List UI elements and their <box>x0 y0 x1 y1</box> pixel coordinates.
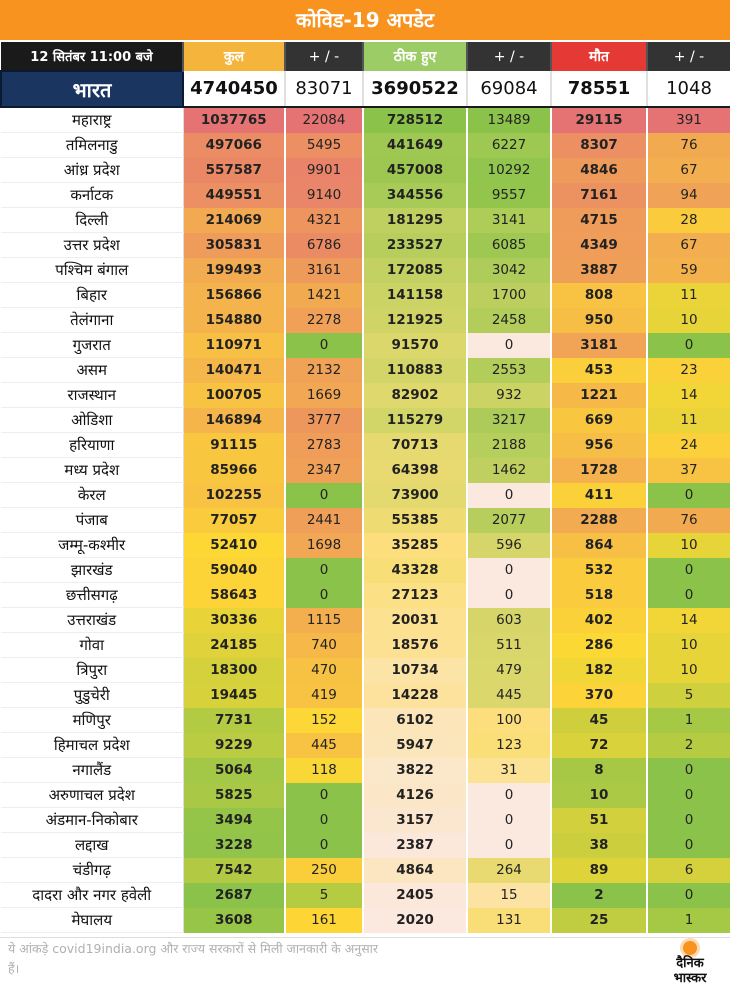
cell-recovered: 121925 <box>363 308 467 333</box>
cell-total: 140471 <box>183 358 285 383</box>
cell-deaths-delta: 10 <box>647 533 730 558</box>
table-row <box>1 583 730 608</box>
cell-total: 91115 <box>183 433 285 458</box>
cell-deaths: 2288 <box>551 508 647 533</box>
table-row <box>1 208 730 233</box>
national-recovered: 3690522 <box>363 71 467 107</box>
cell-deaths-delta: 10 <box>647 308 730 333</box>
cell-recovered-delta: 15 <box>467 883 551 908</box>
cell-deaths-delta: 0 <box>647 483 730 508</box>
cell-recovered: 20031 <box>363 608 467 633</box>
national-deaths: 78551 <box>551 71 647 107</box>
cell-total: 214069 <box>183 208 285 233</box>
cell-deaths-delta: 1 <box>647 908 730 933</box>
cell-total: 9229 <box>183 733 285 758</box>
header-recovered: ठीक हुए <box>363 42 467 71</box>
cell-recovered-delta: 0 <box>467 783 551 808</box>
cell-total: 18300 <box>183 658 285 683</box>
cell-total-delta: 9140 <box>285 183 363 208</box>
cell-deaths-delta: 11 <box>647 283 730 308</box>
cell-deaths: 45 <box>551 708 647 733</box>
table-row <box>1 107 730 133</box>
state-name: कर्नाटक <box>1 183 183 208</box>
cell-total: 19445 <box>183 683 285 708</box>
cell-recovered: 64398 <box>363 458 467 483</box>
cell-total-delta: 6786 <box>285 233 363 258</box>
state-name: बिहार <box>1 283 183 308</box>
cell-total-delta: 470 <box>285 658 363 683</box>
cell-recovered-delta: 31 <box>467 758 551 783</box>
cell-recovered-delta: 0 <box>467 833 551 858</box>
cell-total: 100705 <box>183 383 285 408</box>
table-row <box>1 783 730 808</box>
logo-line-1: दैनिक <box>676 956 704 971</box>
cell-total: 3608 <box>183 908 285 933</box>
state-name: असम <box>1 358 183 383</box>
cell-deaths-delta: 5 <box>647 683 730 708</box>
dainik-bhaskar-logo <box>658 941 722 1003</box>
national-deaths-delta: 1048 <box>647 71 730 107</box>
state-name: झारखंड <box>1 558 183 583</box>
header-deaths: मौत <box>551 42 647 71</box>
table-row <box>1 433 730 458</box>
cell-total-delta: 1115 <box>285 608 363 633</box>
table-row <box>1 708 730 733</box>
cell-recovered-delta: 445 <box>467 683 551 708</box>
cell-total: 30336 <box>183 608 285 633</box>
cell-total-delta: 419 <box>285 683 363 708</box>
table-row <box>1 458 730 483</box>
cell-recovered: 457008 <box>363 158 467 183</box>
cell-deaths: 1728 <box>551 458 647 483</box>
cell-deaths: 29115 <box>551 107 647 133</box>
cell-total-delta: 0 <box>285 583 363 608</box>
cell-recovered: 172085 <box>363 258 467 283</box>
cell-deaths-delta: 24 <box>647 433 730 458</box>
state-name: मध्य प्रदेश <box>1 458 183 483</box>
cell-deaths: 3181 <box>551 333 647 358</box>
page-title: कोविड-19 अपडेट <box>0 0 730 42</box>
table-row <box>1 883 730 908</box>
state-name: तेलंगाना <box>1 308 183 333</box>
state-name: केरल <box>1 483 183 508</box>
cell-total: 199493 <box>183 258 285 283</box>
cell-deaths-delta: 0 <box>647 833 730 858</box>
cell-recovered: 70713 <box>363 433 467 458</box>
state-name: अंडमान-निकोबार <box>1 808 183 833</box>
state-name: त्रिपुरा <box>1 658 183 683</box>
table-row <box>1 633 730 658</box>
cell-recovered: 3157 <box>363 808 467 833</box>
cell-total-delta: 250 <box>285 858 363 883</box>
table-row <box>1 133 730 158</box>
cell-deaths: 2 <box>551 883 647 908</box>
state-name: छत्तीसगढ़ <box>1 583 183 608</box>
covid-table <box>0 42 730 933</box>
cell-total-delta: 22084 <box>285 107 363 133</box>
cell-recovered-delta: 100 <box>467 708 551 733</box>
state-name: नगालैंड <box>1 758 183 783</box>
cell-total: 58643 <box>183 583 285 608</box>
cell-recovered: 141158 <box>363 283 467 308</box>
cell-deaths: 8 <box>551 758 647 783</box>
cell-total-delta: 0 <box>285 558 363 583</box>
cell-total: 77057 <box>183 508 285 533</box>
cell-total-delta: 0 <box>285 833 363 858</box>
cell-total: 7731 <box>183 708 285 733</box>
cell-recovered-delta: 9557 <box>467 183 551 208</box>
state-name: दिल्ली <box>1 208 183 233</box>
table-row <box>1 808 730 833</box>
cell-deaths-delta: 67 <box>647 233 730 258</box>
cell-deaths: 286 <box>551 633 647 658</box>
cell-recovered: 73900 <box>363 483 467 508</box>
cell-deaths: 411 <box>551 483 647 508</box>
cell-deaths: 4349 <box>551 233 647 258</box>
state-name: राजस्थान <box>1 383 183 408</box>
state-name: ओडिशा <box>1 408 183 433</box>
cell-total-delta: 2441 <box>285 508 363 533</box>
cell-recovered: 2405 <box>363 883 467 908</box>
table-row <box>1 158 730 183</box>
cell-deaths: 89 <box>551 858 647 883</box>
cell-total-delta: 9901 <box>285 158 363 183</box>
header-deaths-delta: + / - <box>647 42 730 71</box>
cell-recovered-delta: 3217 <box>467 408 551 433</box>
cell-total-delta: 1421 <box>285 283 363 308</box>
cell-total-delta: 445 <box>285 733 363 758</box>
cell-recovered: 344556 <box>363 183 467 208</box>
cell-recovered: 6102 <box>363 708 467 733</box>
state-name: चंडीगढ़ <box>1 858 183 883</box>
cell-recovered-delta: 0 <box>467 558 551 583</box>
cell-deaths: 956 <box>551 433 647 458</box>
state-name: पश्चिम बंगाल <box>1 258 183 283</box>
state-name: जम्मू-कश्मीर <box>1 533 183 558</box>
state-name: मेघालय <box>1 908 183 933</box>
cell-deaths: 864 <box>551 533 647 558</box>
national-total-delta: 83071 <box>285 71 363 107</box>
cell-deaths-delta: 67 <box>647 158 730 183</box>
cell-total: 24185 <box>183 633 285 658</box>
cell-recovered: 55385 <box>363 508 467 533</box>
table-row <box>1 558 730 583</box>
cell-recovered: 18576 <box>363 633 467 658</box>
cell-deaths: 25 <box>551 908 647 933</box>
cell-recovered: 181295 <box>363 208 467 233</box>
cell-total-delta: 161 <box>285 908 363 933</box>
cell-deaths-delta: 0 <box>647 808 730 833</box>
table-row <box>1 908 730 933</box>
cell-deaths-delta: 76 <box>647 133 730 158</box>
cell-deaths-delta: 2 <box>647 733 730 758</box>
cell-deaths: 518 <box>551 583 647 608</box>
state-name: आंध्र प्रदेश <box>1 158 183 183</box>
cell-deaths: 7161 <box>551 183 647 208</box>
cell-recovered-delta: 596 <box>467 533 551 558</box>
cell-recovered-delta: 264 <box>467 858 551 883</box>
header-recovered-delta: + / - <box>467 42 551 71</box>
cell-recovered: 2387 <box>363 833 467 858</box>
cell-total: 305831 <box>183 233 285 258</box>
cell-recovered-delta: 2458 <box>467 308 551 333</box>
header-total-delta: + / - <box>285 42 363 71</box>
state-name: हिमाचल प्रदेश <box>1 733 183 758</box>
cell-deaths: 453 <box>551 358 647 383</box>
table-row <box>1 733 730 758</box>
cell-deaths: 10 <box>551 783 647 808</box>
cell-recovered-delta: 3141 <box>467 208 551 233</box>
cell-recovered: 27123 <box>363 583 467 608</box>
state-name: पंजाब <box>1 508 183 533</box>
state-name: हरियाणा <box>1 433 183 458</box>
cell-recovered-delta: 603 <box>467 608 551 633</box>
cell-deaths: 3887 <box>551 258 647 283</box>
cell-deaths-delta: 0 <box>647 883 730 908</box>
cell-total-delta: 0 <box>285 483 363 508</box>
cell-recovered: 2020 <box>363 908 467 933</box>
cell-recovered: 233527 <box>363 233 467 258</box>
header-date: 12 सितंबर 11:00 बजे <box>1 42 183 71</box>
cell-recovered-delta: 0 <box>467 583 551 608</box>
table-row <box>1 683 730 708</box>
cell-recovered: 3822 <box>363 758 467 783</box>
cell-recovered-delta: 6085 <box>467 233 551 258</box>
cell-total-delta: 2347 <box>285 458 363 483</box>
cell-recovered: 4864 <box>363 858 467 883</box>
state-name: दादरा और नगर हवेली <box>1 883 183 908</box>
state-name: गुजरात <box>1 333 183 358</box>
cell-deaths-delta: 37 <box>647 458 730 483</box>
cell-deaths: 669 <box>551 408 647 433</box>
cell-recovered-delta: 10292 <box>467 158 551 183</box>
state-rows <box>1 107 730 933</box>
cell-total: 1037765 <box>183 107 285 133</box>
cell-total: 7542 <box>183 858 285 883</box>
state-name: गोवा <box>1 633 183 658</box>
cell-deaths: 1221 <box>551 383 647 408</box>
cell-recovered-delta: 3042 <box>467 258 551 283</box>
cell-total-delta: 0 <box>285 808 363 833</box>
header-total: कुल <box>183 42 285 71</box>
cell-deaths-delta: 28 <box>647 208 730 233</box>
cell-total: 52410 <box>183 533 285 558</box>
cell-recovered: 115279 <box>363 408 467 433</box>
table-row <box>1 408 730 433</box>
state-name: मणिपुर <box>1 708 183 733</box>
cell-total: 110971 <box>183 333 285 358</box>
sun-icon <box>683 941 697 955</box>
footer <box>0 937 730 1004</box>
cell-recovered-delta: 511 <box>467 633 551 658</box>
cell-deaths: 808 <box>551 283 647 308</box>
cell-recovered-delta: 479 <box>467 658 551 683</box>
cell-total: 85966 <box>183 458 285 483</box>
cell-deaths-delta: 14 <box>647 608 730 633</box>
cell-recovered: 35285 <box>363 533 467 558</box>
cell-deaths-delta: 14 <box>647 383 730 408</box>
cell-deaths: 532 <box>551 558 647 583</box>
cell-deaths-delta: 1 <box>647 708 730 733</box>
cell-deaths-delta: 0 <box>647 583 730 608</box>
cell-total-delta: 2278 <box>285 308 363 333</box>
national-recovered-delta: 69084 <box>467 71 551 107</box>
cell-recovered: 441649 <box>363 133 467 158</box>
cell-total-delta: 4321 <box>285 208 363 233</box>
table-row <box>1 183 730 208</box>
table-row <box>1 508 730 533</box>
cell-recovered: 110883 <box>363 358 467 383</box>
cell-recovered-delta: 2553 <box>467 358 551 383</box>
cell-total-delta: 3777 <box>285 408 363 433</box>
cell-deaths-delta: 0 <box>647 333 730 358</box>
cell-recovered-delta: 6227 <box>467 133 551 158</box>
cell-total-delta: 118 <box>285 758 363 783</box>
cell-total-delta: 152 <box>285 708 363 733</box>
cell-deaths: 8307 <box>551 133 647 158</box>
cell-deaths-delta: 0 <box>647 783 730 808</box>
table-row <box>1 233 730 258</box>
cell-recovered: 728512 <box>363 107 467 133</box>
cell-total-delta: 5 <box>285 883 363 908</box>
cell-deaths-delta: 10 <box>647 658 730 683</box>
cell-total: 5825 <box>183 783 285 808</box>
cell-recovered: 5947 <box>363 733 467 758</box>
table-row <box>1 833 730 858</box>
cell-total-delta: 1698 <box>285 533 363 558</box>
national-total: 4740450 <box>183 71 285 107</box>
cell-recovered-delta: 13489 <box>467 107 551 133</box>
cell-total: 497066 <box>183 133 285 158</box>
cell-recovered-delta: 1462 <box>467 458 551 483</box>
cell-recovered-delta: 1700 <box>467 283 551 308</box>
cell-deaths-delta: 59 <box>647 258 730 283</box>
table-row <box>1 358 730 383</box>
cell-recovered: 43328 <box>363 558 467 583</box>
cell-total: 156866 <box>183 283 285 308</box>
cell-recovered-delta: 2188 <box>467 433 551 458</box>
cell-total-delta: 3161 <box>285 258 363 283</box>
cell-total-delta: 740 <box>285 633 363 658</box>
national-row <box>1 71 730 107</box>
cell-deaths-delta: 391 <box>647 107 730 133</box>
table-row <box>1 758 730 783</box>
table-row <box>1 258 730 283</box>
cell-recovered-delta: 2077 <box>467 508 551 533</box>
cell-recovered-delta: 131 <box>467 908 551 933</box>
cell-total: 2687 <box>183 883 285 908</box>
cell-recovered-delta: 0 <box>467 333 551 358</box>
table-row <box>1 608 730 633</box>
cell-total-delta: 1669 <box>285 383 363 408</box>
cell-deaths-delta: 11 <box>647 408 730 433</box>
cell-deaths: 950 <box>551 308 647 333</box>
footer-divider <box>0 937 730 938</box>
cell-recovered-delta: 123 <box>467 733 551 758</box>
cell-deaths-delta: 76 <box>647 508 730 533</box>
cell-total-delta: 2783 <box>285 433 363 458</box>
cell-deaths: 38 <box>551 833 647 858</box>
cell-recovered: 10734 <box>363 658 467 683</box>
cell-deaths: 72 <box>551 733 647 758</box>
cell-recovered: 91570 <box>363 333 467 358</box>
cell-deaths-delta: 94 <box>647 183 730 208</box>
cell-total: 3494 <box>183 808 285 833</box>
cell-deaths: 51 <box>551 808 647 833</box>
cell-deaths-delta: 23 <box>647 358 730 383</box>
cell-total: 5064 <box>183 758 285 783</box>
cell-recovered-delta: 932 <box>467 383 551 408</box>
cell-total: 449551 <box>183 183 285 208</box>
state-name: महाराष्ट्र <box>1 107 183 133</box>
table-row <box>1 283 730 308</box>
table-row <box>1 533 730 558</box>
table-row <box>1 308 730 333</box>
cell-deaths-delta: 0 <box>647 558 730 583</box>
cell-deaths-delta: 0 <box>647 758 730 783</box>
cell-total: 3228 <box>183 833 285 858</box>
logo-line-2: भास्कर <box>673 971 707 986</box>
state-name: पुडुचेरी <box>1 683 183 708</box>
cell-total: 102255 <box>183 483 285 508</box>
header-row <box>1 42 730 71</box>
cell-deaths: 370 <box>551 683 647 708</box>
cell-total: 146894 <box>183 408 285 433</box>
cell-total-delta: 0 <box>285 783 363 808</box>
cell-total-delta: 5495 <box>285 133 363 158</box>
cell-deaths: 4715 <box>551 208 647 233</box>
national-name: भारत <box>1 71 183 107</box>
cell-deaths: 4846 <box>551 158 647 183</box>
cell-total: 154880 <box>183 308 285 333</box>
table-row <box>1 333 730 358</box>
table-row <box>1 383 730 408</box>
state-name: लद्दाख <box>1 833 183 858</box>
source-note: ये आंकड़े covid19india.org और राज्य सरकारों से मिली जानकारी के अनुसार हैं। <box>8 941 379 976</box>
cell-total: 557587 <box>183 158 285 183</box>
state-name: तमिलनाडु <box>1 133 183 158</box>
state-name: अरुणाचल प्रदेश <box>1 783 183 808</box>
table-row <box>1 658 730 683</box>
cell-total: 59040 <box>183 558 285 583</box>
cell-recovered: 82902 <box>363 383 467 408</box>
state-name: उत्तराखंड <box>1 608 183 633</box>
cell-deaths-delta: 10 <box>647 633 730 658</box>
cell-recovered-delta: 0 <box>467 808 551 833</box>
cell-total-delta: 0 <box>285 333 363 358</box>
table-row <box>1 858 730 883</box>
cell-recovered: 4126 <box>363 783 467 808</box>
cell-deaths: 182 <box>551 658 647 683</box>
cell-recovered: 14228 <box>363 683 467 708</box>
table-row <box>1 483 730 508</box>
cell-recovered-delta: 0 <box>467 483 551 508</box>
cell-deaths: 402 <box>551 608 647 633</box>
state-name: उत्तर प्रदेश <box>1 233 183 258</box>
cell-total-delta: 2132 <box>285 358 363 383</box>
cell-deaths-delta: 6 <box>647 858 730 883</box>
